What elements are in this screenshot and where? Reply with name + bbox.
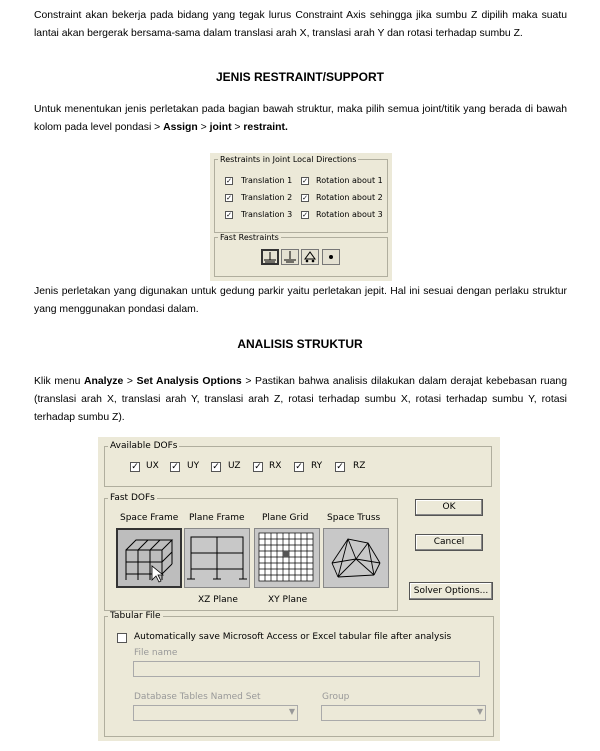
group-label: Group — [322, 692, 350, 702]
heading-restraint: JENIS RESTRAINT/SUPPORT — [215, 70, 385, 84]
file-name-input[interactable] — [133, 661, 480, 677]
assign-menu-text: Assign — [163, 122, 198, 133]
p4-b: > — [123, 376, 137, 387]
rz-label: RZ — [353, 461, 366, 471]
space-truss-button[interactable] — [323, 528, 389, 588]
p4-a: Klik menu — [34, 376, 85, 387]
restraints-dialog — [210, 153, 392, 281]
chevron-down-icon: ▼ — [288, 707, 295, 716]
restraint-menu-text: restraint. — [243, 122, 288, 133]
translation2-label: Translation 2 — [241, 193, 293, 202]
rx-label: RX — [269, 461, 282, 471]
free-support-button[interactable] — [322, 249, 340, 265]
paragraph-constraint: Constraint akan bekerja pada bidang yang tegak lurus Constraint Axis sehingga jika sumbu Z dipilih maka suatu lantai akan bergerak bersama-sama dalam translasi arah X, translasi arah Y dan rotasi terhadap sumbu Z. — [34, 10, 567, 39]
translation1-label: Translation 1 — [241, 176, 293, 185]
uz-label: UZ — [228, 461, 241, 471]
group-select[interactable] — [321, 705, 486, 721]
rotation2-checkbox[interactable]: ✓ — [302, 194, 308, 202]
p2-sep2: > — [231, 122, 244, 133]
pinned-support-icon — [282, 250, 298, 264]
ux-label: UX — [146, 461, 159, 471]
plane-frame-label: Plane Frame — [189, 513, 245, 523]
fast-dofs-title: Fast DOFs — [110, 493, 155, 503]
fixed-support-icon — [263, 251, 277, 263]
db-tables-select[interactable] — [133, 705, 298, 721]
solver-options-button[interactable]: Solver Options... — [409, 582, 493, 600]
p2-sep1: > — [197, 122, 210, 133]
rotation1-label: Rotation about 1 — [316, 176, 383, 185]
paragraph-analyze — [34, 373, 567, 427]
space-truss-label: Space Truss — [327, 513, 381, 523]
xy-plane-label: XY Plane — [268, 595, 308, 605]
chevron-down-icon: ▼ — [476, 707, 483, 716]
joint-menu-text: joint — [209, 122, 232, 133]
analyze-menu-text: Analyze — [84, 376, 124, 387]
rotation3-label: Rotation about 3 — [316, 210, 383, 219]
space-frame-icon — [118, 530, 180, 586]
paragraph-jepit: Jenis perletakan yang digunakan untuk gedung parkir yaitu perletakan jepit. Hal ini sesuai dengan perlaku struktur yang menggunakan pondasi dalam. — [34, 286, 567, 315]
uz-checkbox[interactable]: ✓ — [212, 462, 220, 472]
uy-label: UY — [187, 461, 200, 471]
p4-c: > Pastikan bahwa analisis dilakukan dalam derajat kebebasan ruang (translasi arah X, translasi arah Y, translasi arah Z, rotasi terhadap sumbu X, rotasi terhadap sumbu Y, rotasi terhadap sumbu Z). — [34, 376, 567, 423]
autosave-checkbox[interactable] — [117, 633, 127, 643]
plane-frame-button[interactable] — [184, 528, 250, 588]
space-frame-button[interactable] — [116, 528, 182, 588]
paragraph-restraint — [34, 101, 567, 137]
space-frame-label: Space Frame — [120, 513, 179, 523]
ok-button[interactable]: OK — [415, 499, 483, 516]
xz-plane-label: XZ Plane — [198, 595, 238, 605]
rz-checkbox[interactable]: ✓ — [336, 462, 344, 472]
space-truss-icon — [324, 529, 386, 585]
ux-checkbox[interactable]: ✓ — [131, 462, 139, 472]
available-dofs-title: Available DOFs — [110, 441, 178, 451]
free-joint-icon — [323, 250, 339, 264]
plane-frame-icon — [185, 529, 247, 585]
plane-grid-icon — [255, 529, 317, 585]
file-name-label: File name — [134, 648, 178, 658]
translation3-checkbox[interactable]: ✓ — [226, 211, 232, 219]
analysis-options-dialog — [98, 437, 500, 741]
fast-restraints-title: Fast Restraints — [220, 233, 279, 242]
rotation3-checkbox[interactable]: ✓ — [302, 211, 308, 219]
fixed-support-button[interactable] — [261, 249, 279, 265]
tabular-file-title: Tabular File — [110, 611, 161, 621]
roller-support-button[interactable] — [301, 249, 319, 265]
p2-text: Untuk menentukan jenis perletakan pada bagian bawah struktur, maka pilih semua joint/titik yang berada di bawah kolom pada level pondasi > — [34, 104, 567, 133]
restraints-group-title: Restraints in Joint Local Directions — [220, 155, 357, 164]
cancel-button[interactable]: Cancel — [415, 534, 483, 551]
plane-grid-button[interactable] — [254, 528, 320, 588]
uy-checkbox[interactable]: ✓ — [171, 462, 179, 472]
rotation2-label: Rotation about 2 — [316, 193, 383, 202]
set-analysis-options-text: Set Analysis Options — [136, 376, 242, 387]
heading-analisis: ANALISIS STRUKTUR — [237, 337, 363, 351]
autosave-label: Automatically save Microsoft Access or Excel tabular file after analysis — [134, 632, 452, 642]
translation1-checkbox[interactable]: ✓ — [226, 177, 232, 185]
ry-checkbox[interactable]: ✓ — [295, 462, 303, 472]
db-tables-label: Database Tables Named Set — [134, 692, 261, 702]
ry-label: RY — [311, 461, 323, 471]
translation2-checkbox[interactable]: ✓ — [226, 194, 232, 202]
rx-checkbox[interactable]: ✓ — [254, 462, 262, 472]
translation3-label: Translation 3 — [241, 210, 293, 219]
pinned-support-button[interactable] — [281, 249, 299, 265]
rotation1-checkbox[interactable]: ✓ — [302, 177, 308, 185]
roller-support-icon — [302, 250, 318, 264]
plane-grid-label: Plane Grid — [262, 513, 309, 523]
